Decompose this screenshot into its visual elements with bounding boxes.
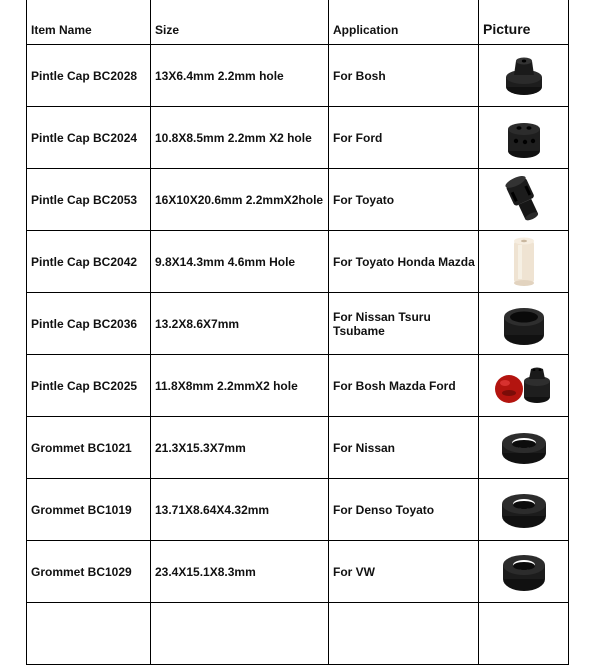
application-cell: For Denso Toyato bbox=[329, 479, 479, 541]
picture-cell bbox=[479, 541, 569, 603]
picture-cell bbox=[479, 231, 569, 293]
black-pintle-cap-one-hole-icon bbox=[499, 53, 549, 99]
black-grommet-icon bbox=[497, 425, 551, 471]
table-row bbox=[27, 603, 569, 665]
header-picture: Picture bbox=[479, 0, 569, 45]
parts-table bbox=[26, 0, 569, 665]
picture-cell bbox=[479, 479, 569, 541]
black-cup-cap-icon bbox=[498, 299, 550, 349]
application-cell: For Nissan bbox=[329, 417, 479, 479]
black-pintle-cap-two-hole-icon bbox=[499, 113, 549, 163]
table-row bbox=[27, 355, 569, 417]
item-name-cell: Pintle Cap BC2053 bbox=[27, 169, 151, 231]
size-cell: 10.8X8.5mm 2.2mm X2 hole bbox=[151, 107, 329, 169]
picture-cell bbox=[479, 169, 569, 231]
table-row bbox=[27, 169, 569, 231]
application-cell: For Nissan Tsuru Tsubame bbox=[329, 293, 479, 355]
item-name-cell: Pintle Cap BC2025 bbox=[27, 355, 151, 417]
size-cell: 13.71X8.64X4.32mm bbox=[151, 479, 329, 541]
item-name-cell: Pintle Cap BC2036 bbox=[27, 293, 151, 355]
header-item-name: Item Name bbox=[27, 0, 151, 45]
size-cell: 23.4X15.1X8.3mm bbox=[151, 541, 329, 603]
application-cell: For Toyato Honda Mazda bbox=[329, 231, 479, 293]
application-cell: For Bosh Mazda Ford bbox=[329, 355, 479, 417]
red-and-black-pintle-caps-icon bbox=[489, 363, 559, 409]
empty-cell bbox=[479, 603, 569, 665]
picture-cell bbox=[479, 355, 569, 417]
header-application: Application bbox=[329, 0, 479, 45]
item-name-cell: Pintle Cap BC2042 bbox=[27, 231, 151, 293]
empty-cell bbox=[27, 603, 151, 665]
beige-pintle-cap-icon bbox=[499, 235, 549, 289]
header-row bbox=[27, 0, 569, 45]
item-name-cell: Pintle Cap BC2024 bbox=[27, 107, 151, 169]
application-cell: For Toyato bbox=[329, 169, 479, 231]
table-row bbox=[27, 541, 569, 603]
picture-cell bbox=[479, 107, 569, 169]
picture-cell bbox=[479, 45, 569, 107]
size-cell: 21.3X15.3X7mm bbox=[151, 417, 329, 479]
picture-cell bbox=[479, 293, 569, 355]
item-name-cell: Grommet BC1019 bbox=[27, 479, 151, 541]
size-cell: 16X10X20.6mm 2.2mmX2hole bbox=[151, 169, 329, 231]
table-row bbox=[27, 107, 569, 169]
item-name-cell: Grommet BC1029 bbox=[27, 541, 151, 603]
header-size: Size bbox=[151, 0, 329, 45]
picture-cell bbox=[479, 417, 569, 479]
application-cell: For Bosh bbox=[329, 45, 479, 107]
empty-cell bbox=[329, 603, 479, 665]
table-row bbox=[27, 479, 569, 541]
item-name-cell: Pintle Cap BC2028 bbox=[27, 45, 151, 107]
application-cell: For Ford bbox=[329, 107, 479, 169]
item-name-cell: Grommet BC1021 bbox=[27, 417, 151, 479]
size-cell: 13.2X8.6X7mm bbox=[151, 293, 329, 355]
table-row bbox=[27, 417, 569, 479]
size-cell: 13X6.4mm 2.2mm hole bbox=[151, 45, 329, 107]
empty-cell bbox=[151, 603, 329, 665]
black-grommet-icon bbox=[497, 547, 551, 597]
table-row bbox=[27, 231, 569, 293]
black-grommet-icon bbox=[497, 486, 551, 534]
application-cell: For VW bbox=[329, 541, 479, 603]
size-cell: 9.8X14.3mm 4.6mm Hole bbox=[151, 231, 329, 293]
table-row bbox=[27, 45, 569, 107]
size-cell: 11.8X8mm 2.2mmX2 hole bbox=[151, 355, 329, 417]
table-row bbox=[27, 293, 569, 355]
black-pintle-cap-angled-icon bbox=[499, 174, 549, 226]
